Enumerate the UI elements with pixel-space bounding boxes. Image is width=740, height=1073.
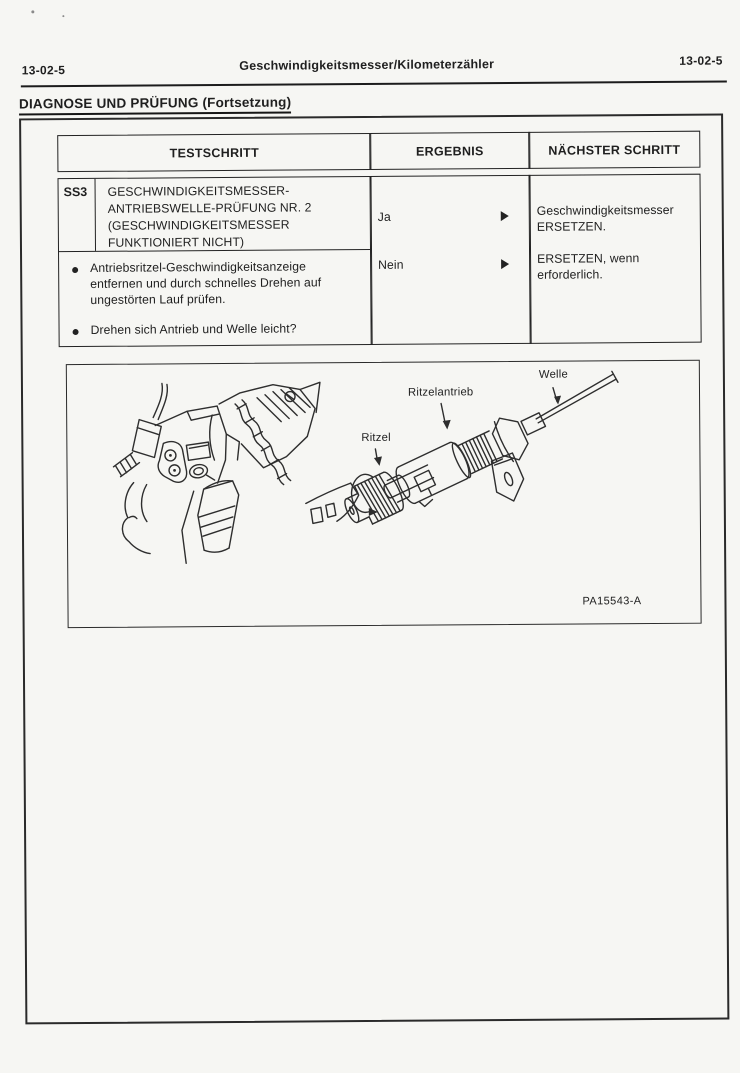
step-id: SS3 (63, 184, 88, 200)
step-question: Drehen sich Antrieb und Welle leicht? (90, 321, 297, 337)
scan-speck (31, 10, 34, 13)
column-header-naechster-schritt: NÄCHSTER SCHRITT (528, 131, 700, 169)
step-title: GESCHWINDIGKEITSMESSER-ANTRIEBSWELLE-PRÜFUNG NR. 2 (GESCHWINDIGKEITSMESSER FUNKTIONIERT NICHT) (107, 183, 312, 250)
figure-box (66, 360, 702, 628)
figure-label-ritzelantrieb: Ritzelantrieb (407, 386, 474, 399)
result-label-nein: Nein (378, 257, 404, 272)
figure-label-ritzel: Ritzel (361, 431, 391, 445)
figure-label-welle: Welle (538, 368, 568, 381)
gear-assembly-drawing (338, 368, 619, 531)
section-title: DIAGNOSE UND PRÜFUNG (Fortsetzung) (19, 95, 291, 116)
transmission-housing-drawing (113, 382, 359, 564)
ritzelantrieb-arrow (441, 403, 445, 423)
step-instruction: Antriebsritzel-Geschwindigkeitsanzeige entfernen und durch schnelles Drehen auf ungestörten Lauf prüfen. (90, 259, 322, 307)
next-step-nein: ERSETZEN, wenn erforderlich. (537, 251, 640, 282)
column-header-testschritt: TESTSCHRITT (57, 133, 371, 172)
result-arrow-icon (501, 259, 509, 269)
bullet-icon (72, 267, 78, 273)
page-number-left: 13-02-5 (21, 63, 66, 78)
next-step-ja: Geschwindigkeitsmesser ERSETZEN. (536, 202, 674, 234)
bullet-icon (73, 329, 79, 335)
figure-drawing (67, 361, 703, 629)
header-rule (21, 80, 727, 87)
scan-speck (62, 15, 64, 17)
page-number-right: 13-02-5 (679, 53, 723, 68)
result-arrow-icon (501, 211, 509, 221)
page-title: Geschwindigkeitsmesser/Kilometerzähler (239, 57, 495, 73)
result-label-ja: Ja (377, 209, 391, 224)
figure-id: PA15543-A (582, 595, 642, 608)
column-header-ergebnis: ERGEBNIS (369, 132, 530, 170)
